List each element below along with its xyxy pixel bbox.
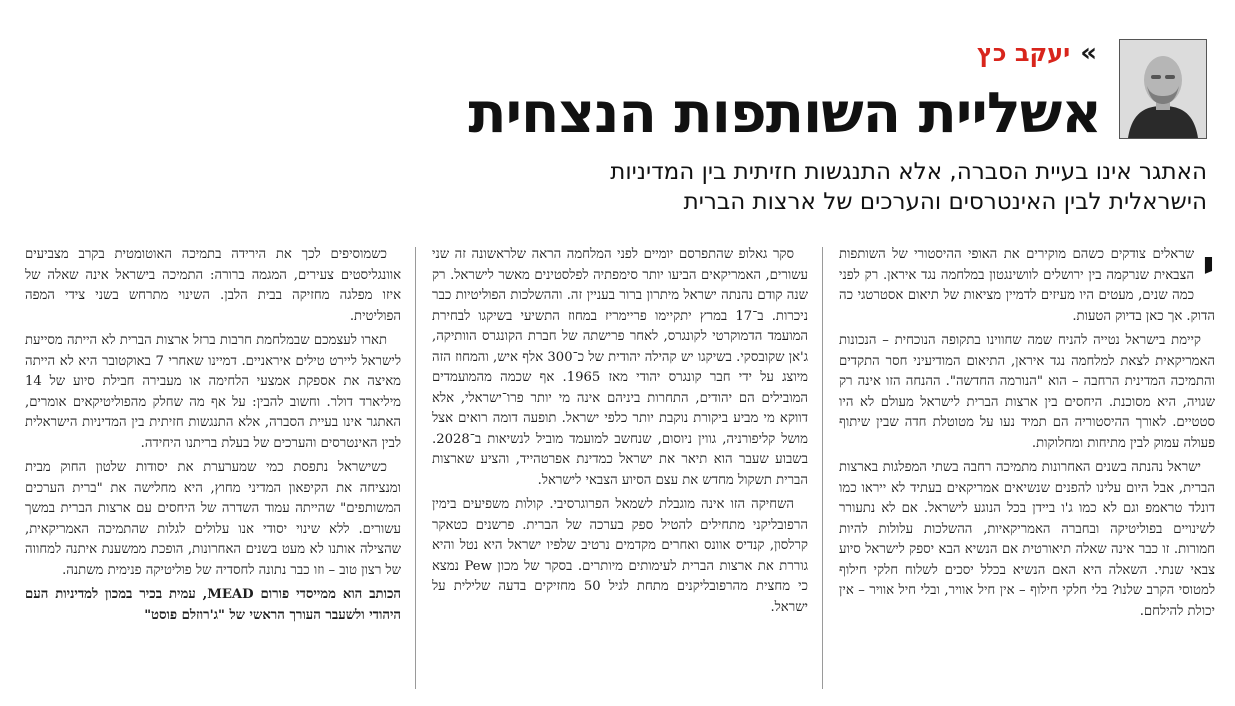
paragraph: סקר גאלופ שהתפרסם יומיים לפני המלחמה הראה שלראשונה זה שני עשורים, האמריקאים הביעו יותר סימפתיה לפלסטינים מאשר לישראל. רק שנה קודם נהנתה ישראל מיתרון ברור בעניין זה. וההשלכות הפוליטיות כבר ניכרות. ב־17 במרץ יתקיימו פריימריז במחוז התשיעי בשיקגו לבחירת המועמד הדמוקרטי לקונגרס, לאחר פרישתה של חברת הקונגרס הוותיקה, ג'אן שקובסקי. בשיקגו יש קהילה יהודית של כ־300 אלף איש, והמחוז הזה מיוצג על ידי חבר קונגרס יהודי מאז 1965. אף שכמה מהמועמדים המובילים הם יהודים, התחרות ביניהם אינה מי יותר פרו־ישראלי, אלא דווקא מי מביע ביקורת נוקבת יותר כלפי ישראל. תופעה דומה רואים אצל מושל קליפורניה, גווין ניוסום, שנחשב למועמד מוביל לנשיאות ב־2028. בשבוע שעבר הוא תיאר את ישראל כמדינת אפרטהייד, והציע שארצות הברית תשקול מחדש את עצם הסיוע הצבאי לישראל.: [432, 247, 808, 488]
paragraph: תארו לעצמכם שבמלחמת חרבות ברזל ארצות הברית לא הייתה מסייעת לישראל ליירט טילים איראניים. דמיינו שאחרי 7 באוקטובר היא לא הייתה מאיצה את אספקת אמצעי הלחימה או מעבירה חבילת סיוע של 14 מיליארד דולר. וחשוב להבין: על אף מה שחלק מהפוליטיקאים אומרים, האתגר אינו בעיית הסברה, אלא התנגשות חזיתית בין המדיניות הישראלית לבין האינטרסים והערכים של בעלת בריתנו היחידה.: [25, 333, 401, 451]
subhead-line-1: האתגר אינו בעיית הסברה, אלא התנגשות חזיתית בין המדיניות: [610, 159, 1207, 185]
column-1: [839, 245, 1215, 691]
column-2: [432, 245, 808, 691]
column-divider: [822, 247, 823, 689]
headline: אשליית השותפות הנצחית: [468, 81, 1101, 146]
paragraph: קיימת בישראל נטייה להניח שמה שחווינו בתקופה הנוכחית – הנכונות האמריקאית לצאת למלחמה נגד איראן, התיאום המודיעיני חסר התקדים והתמיכה המדינית הרחבה – הוא "הנורמה החדשה". ההנחה הזו אינה רק שגויה, היא מסוכנת. היחסים בין ארצות הברית לישראל מעולם לא היו סטטיים. לאורך ההיסטוריה הם תמיד נעו על מטוטלת חדה שבין שיתוף פעולה עמוק לבין מתיחות ומחלוקות.: [839, 333, 1215, 451]
author-avatar: [1119, 39, 1207, 139]
column-divider: [415, 247, 416, 689]
author-name[interactable]: יעקב כץ: [977, 39, 1071, 67]
paragraph: כשישראל נתפסת כמי שמערערת את יסודות שלטון החוק מבית ומנציחה את הקיפאון המדיני מחוץ, היא מחלישה את "ברית הערכים המשותפים" שהייתה עמוד השדרה של היחסים עם ארצות הברית במשך עשורים. ללא שינוי יסודי אנו עלולים לגלות שהתמיכה האמריקאית, שהצילה אותנו לא מעט בשנים האחרונות, הופכת ממשענת איתנה למחווה של רצון טוב – וזו כבר נתונה לחסדיה של פוליטיקה פנימית משתנה.: [25, 460, 401, 578]
column-3: [25, 245, 401, 691]
subhead-line-2: הישראלית לבין האינטרסים והערכים של ארצות הברית: [683, 189, 1207, 215]
paragraph: ישראל נהנתה בשנים האחרונות מתמיכה רחבה בשתי המפלגות בארצות הברית, אבל היום עלינו להפנים שנשיאים אמריקאים בעתיד לא ייראו כמו דונלד טראמפ וגם לא כמו ג'ו ביידן בכל הנוגע לישראל. אם לא נתעורר לשינויים בפוליטיקה ובחברה האמריקאיות, ההשלכות עלולות להיות חמורות. זו כבר אינה שאלה תיאורטית אם הנשיא הבא יספק לישראל סיוע צבאי שנתי. השאלה היא האם הנשיא בכלל יסכים לשלוח חלקי חילוף למטוסי הקרב שלנו? בלי חלקי חילוף – אין חיל אוויר, ובלי חיל אוויר – אין יכולת להילחם.: [839, 460, 1215, 619]
author-credit: הכותב הוא ממייסדי פורום MEAD, עמית בכיר במכון למדיניות העם היהודי ולשעבר העורך הראשי של "ג'רוזלם פוסט": [25, 587, 401, 623]
author-byline: [977, 38, 1093, 68]
subheadline: [447, 157, 1207, 217]
paragraph: השחיקה הזו אינה מוגבלת לשמאל הפרוגרסיבי. קולות משפיעים בימין הרפובליקני מתחילים להטיל ספק בערכה של הברית. פרשנים כטאקר קרלסון, קנדיס אוונס ואחרים מקדמים נרטיב שלפיו ישראל היא נטל והיא גוררת את ארצות הברית לעימותים מיותרים. בסקר של מכון Pew נמצא כי מחצית מהרפובליקנים מתחת לגיל 50 מחזיקים בדעה שלילית על ישראל.: [432, 497, 808, 615]
drop-cap: י: [1202, 245, 1215, 292]
paragraph: כשמוסיפים לכך את הירידה בתמיכה האוטומטית בקרב מצביעים אוונגליסטים צעירים, המגמה ברורה: התמיכה בישראל אינה שאלה של איזו מפלגה מחזיקה בבית הלבן. השינוי מתרחש בשני צידי המפה הפוליטית.: [25, 247, 401, 324]
paragraph: שראלים צודקים כשהם מוקירים את האופי ההיסטורי של השותפות הצבאית שנרקמה בין ירושלים לוושינגטון במלחמה נגד איראן. רק לפני כמה שנים, מעטים היו מעיזים לדמיין מציאות של תיאום אסטרטגי כה הדוק. אך כאן בדיוק הטעות.: [839, 247, 1215, 324]
article-body: [22, 245, 1215, 691]
double-chevron-icon: »: [1080, 38, 1093, 68]
author-photo: [1120, 40, 1206, 138]
